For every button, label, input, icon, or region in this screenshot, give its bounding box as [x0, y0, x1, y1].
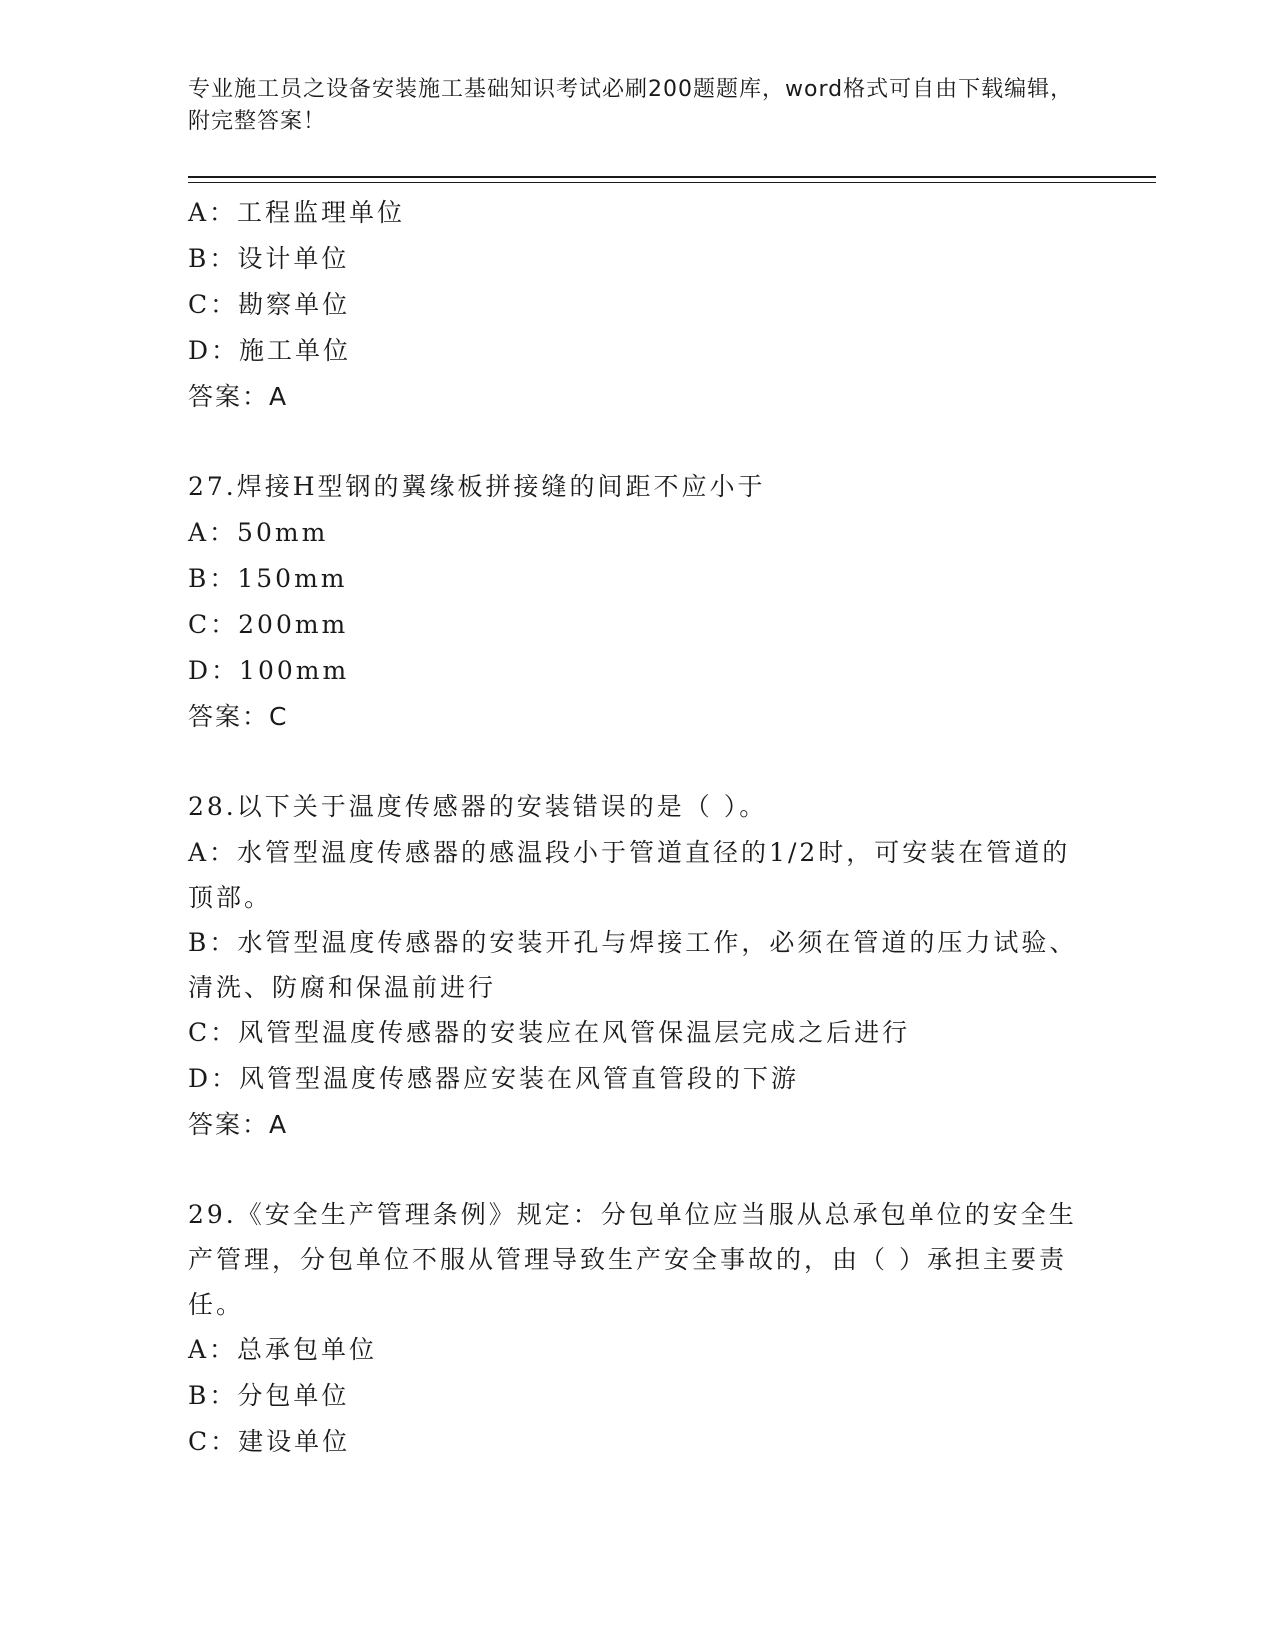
question-title: 29.《安全生产管理条例》规定：分包单位应当服从总承包单位的安全生产管理，分包单位不服从管理导致生产安全事故的，由（ ）承担主要责任。	[188, 1200, 1077, 1319]
question-29	[188, 1192, 1078, 1465]
answer: 答案：C	[188, 702, 289, 731]
option-b: B：设计单位	[188, 244, 350, 273]
option-d: D：100mm	[188, 656, 350, 685]
option-b: B：水管型温度传感器的安装开孔与焊接工作，必须在管道的压力试验、清洗、防腐和保温前进行	[188, 928, 1078, 1002]
option-b: B：分包单位	[188, 1381, 350, 1410]
document-header: 专业施工员之设备安装施工基础知识考试必刷200题题库，word格式可自由下载编辑，附完整答案！	[188, 77, 1074, 134]
answer: 答案：A	[188, 1110, 289, 1139]
option-c: C：勘察单位	[188, 290, 351, 319]
option-c: C：建设单位	[188, 1427, 351, 1456]
question-title: 28.以下关于温度传感器的安装错误的是（ ）。	[188, 792, 768, 821]
answer: 答案：A	[188, 382, 289, 411]
option-b: B：150mm	[188, 564, 348, 593]
header-rule-thick	[188, 176, 1156, 178]
question-28	[188, 784, 1078, 1148]
header-rule-thin	[188, 182, 1156, 183]
question-title: 27.焊接H型钢的翼缘板拼接缝的间距不应小于	[188, 472, 766, 501]
question-content	[188, 190, 1078, 1465]
option-c: C：风管型温度传感器的安装应在风管保温层完成之后进行	[188, 1018, 911, 1047]
option-a: A：50mm	[188, 518, 329, 547]
option-a: A：工程监理单位	[188, 198, 406, 227]
question-26	[188, 190, 1078, 420]
option-a: A：总承包单位	[188, 1335, 378, 1364]
option-a: A：水管型温度传感器的感温段小于管道直径的1/2时，可安装在管道的顶部。	[188, 838, 1071, 912]
option-d: D：风管型温度传感器应安装在风管直管段的下游	[188, 1064, 800, 1093]
question-27	[188, 464, 1078, 740]
option-c: C：200mm	[188, 610, 349, 639]
option-d: D：施工单位	[188, 336, 352, 365]
